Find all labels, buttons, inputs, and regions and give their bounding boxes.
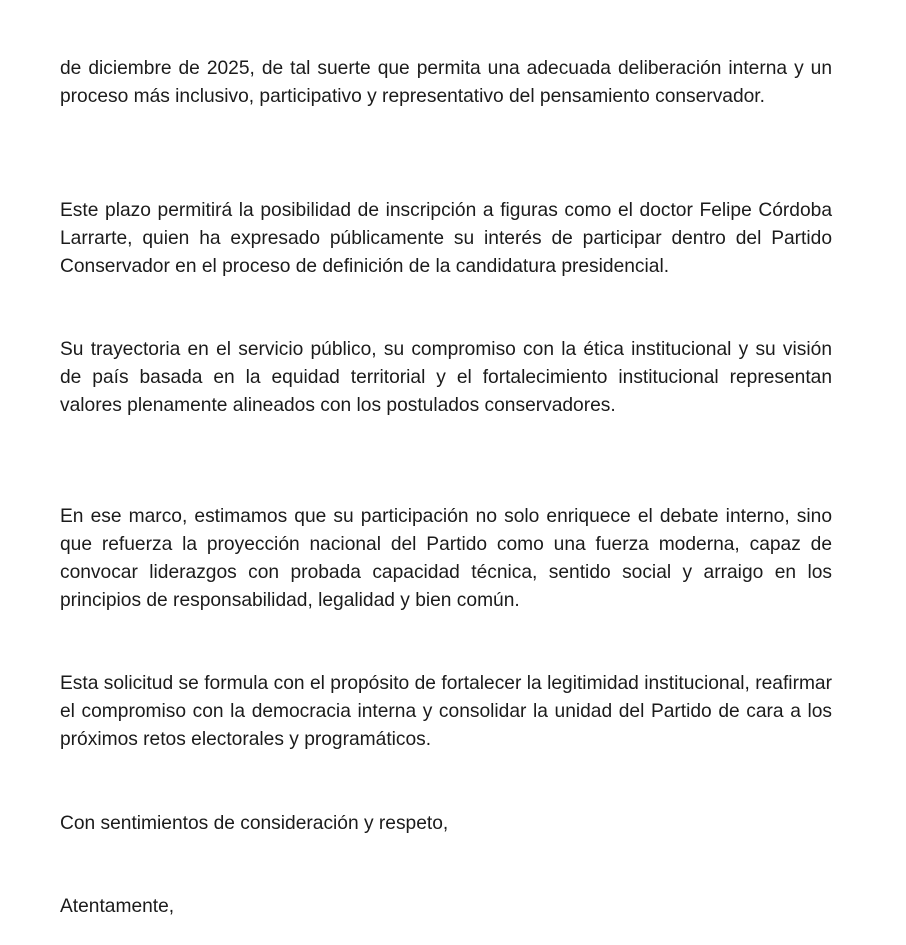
paragraph-purpose: Esta solicitud se formula con el propósito de fortalecer la legitimidad institucional, reafirmar el compromiso con la democracia interna y consolidar la unidad del Partido de cara a los próximos retos electorales y programáticos. (60, 673, 832, 750)
paragraph-trajectory: Su trayectoria en el servicio público, su compromiso con la ética institucional y su visión de país basada en la equidad territorial y el fortalecimiento institucional representan valores plenamente alineados con los postulados conservadores. (60, 339, 832, 416)
paragraph-inscription: Este plazo permitirá la posibilidad de inscripción a figuras como el doctor Felipe Córdoba Larrarte, quien ha expresado públicamente su interés de participar dentro del Partido Conservador en el proceso de definición de la candidatura presidencial. (60, 200, 832, 277)
paragraph-framework: En ese marco, estimamos que su participación no solo enriquece el debate interno, sino que refuerza la proyección nacional del Partido como una fuerza moderna, capaz de convocar liderazgos con probada capacidad técnica, sentido social y arraigo en los principios de responsabilidad, legalidad y bien común. (60, 506, 832, 611)
signoff-line: Atentamente, (60, 896, 175, 917)
paragraph-deadline: de diciembre de 2025, de tal suerte que permita una adecuada deliberación interna y un proceso más inclusivo, participativo y representativo del pensamiento conservador. (60, 58, 832, 107)
closing-line: Con sentimientos de consideración y respeto, (60, 813, 449, 834)
